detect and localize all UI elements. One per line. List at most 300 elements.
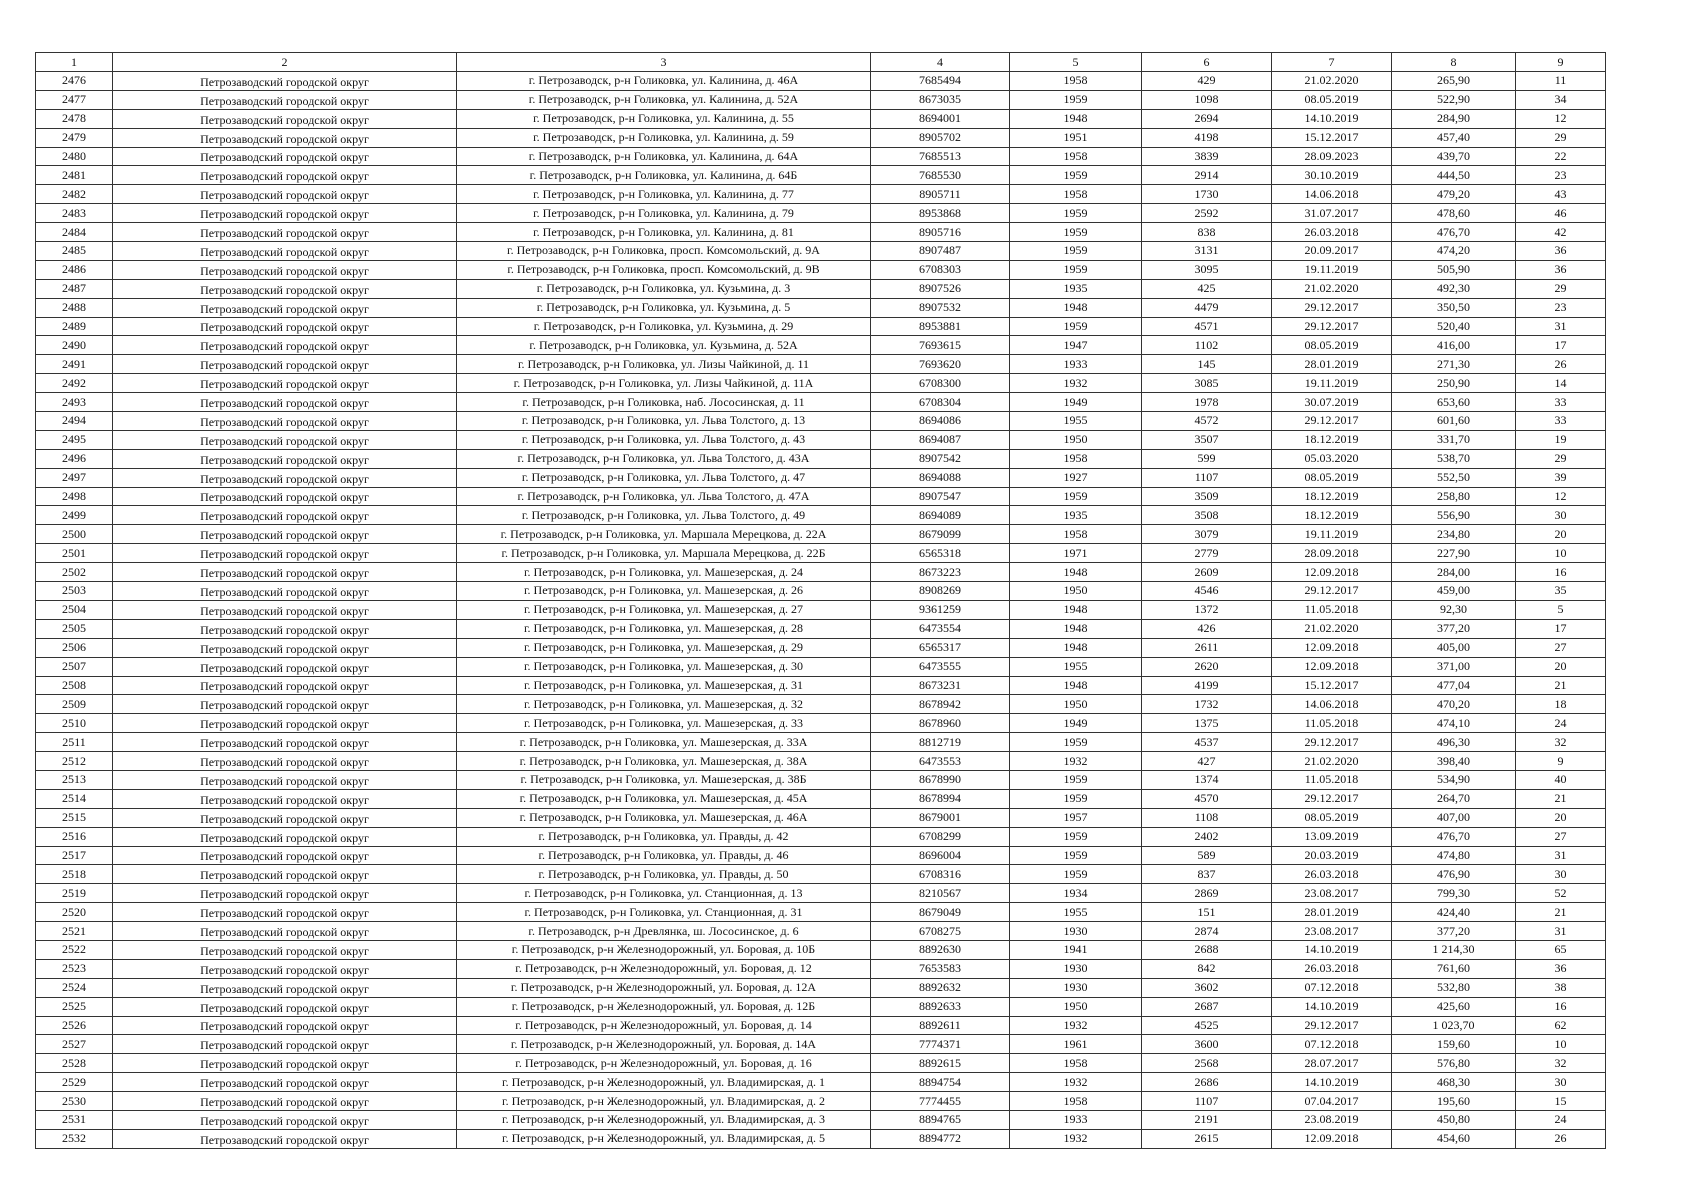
cell-year-built: 1933 — [1010, 355, 1142, 374]
cell-building-code: 8679099 — [871, 525, 1010, 544]
cell-count: 27 — [1516, 827, 1606, 846]
cell-area: 474,20 — [1392, 242, 1516, 261]
cell-year-built: 1958 — [1010, 1092, 1142, 1111]
cell-address: г. Петрозаводск, р-н Голиковка, ул. Маршала Мерецкова, д. 22А — [457, 525, 871, 544]
cell-address: г. Петрозаводск, р-н Голиковка, просп. Комсомольский, д. 9В — [457, 260, 871, 279]
cell-year-built: 1947 — [1010, 336, 1142, 355]
table-row — [36, 412, 1606, 431]
cell-municipality: Петрозаводский городской округ — [113, 109, 457, 128]
cell-building-code: 8953881 — [871, 317, 1010, 336]
cell-year-built: 1932 — [1010, 1073, 1142, 1092]
cell-municipality: Петрозаводский городской округ — [113, 204, 457, 223]
cell-record-number: 4537 — [1142, 733, 1272, 752]
cell-record-number: 3602 — [1142, 978, 1272, 997]
cell-date: 29.12.2017 — [1272, 733, 1392, 752]
cell-record-number: 2914 — [1142, 166, 1272, 185]
cell-year-built: 1941 — [1010, 940, 1142, 959]
cell-address: г. Петрозаводск, р-н Голиковка, ул. Правды, д. 46 — [457, 846, 871, 865]
cell-date: 18.12.2019 — [1272, 430, 1392, 449]
cell-area: 371,00 — [1392, 657, 1516, 676]
cell-area: 258,80 — [1392, 487, 1516, 506]
cell-record-number: 2874 — [1142, 922, 1272, 941]
cell-building-code: 8679049 — [871, 903, 1010, 922]
cell-building-code: 7693620 — [871, 355, 1010, 374]
cell-date: 29.12.2017 — [1272, 582, 1392, 601]
cell-building-code: 6708275 — [871, 922, 1010, 941]
cell-record-number: 4525 — [1142, 1016, 1272, 1035]
cell-address: г. Петрозаводск, р-н Голиковка, ул. Машезерская, д. 32 — [457, 695, 871, 714]
cell-year-built: 1961 — [1010, 1035, 1142, 1054]
cell-building-code: 8907526 — [871, 279, 1010, 298]
cell-row-number: 2511 — [36, 733, 113, 752]
cell-building-code: 8696004 — [871, 846, 1010, 865]
header-row — [36, 53, 1606, 72]
cell-building-code: 8892632 — [871, 978, 1010, 997]
column-header-8: 8 — [1392, 53, 1516, 72]
cell-date: 28.01.2019 — [1272, 903, 1392, 922]
cell-year-built: 1949 — [1010, 714, 1142, 733]
cell-address: г. Петрозаводск, р-н Голиковка, ул. Правды, д. 50 — [457, 865, 871, 884]
cell-year-built: 1958 — [1010, 185, 1142, 204]
cell-address: г. Петрозаводск, р-н Голиковка, ул. Кузьмина, д. 52А — [457, 336, 871, 355]
cell-municipality: Петрозаводский городской округ — [113, 468, 457, 487]
cell-row-number: 2480 — [36, 147, 113, 166]
cell-building-code: 6565317 — [871, 638, 1010, 657]
cell-municipality: Петрозаводский городской округ — [113, 789, 457, 808]
registry-table — [35, 52, 1606, 1149]
cell-municipality: Петрозаводский городской округ — [113, 185, 457, 204]
cell-year-built: 1951 — [1010, 128, 1142, 147]
cell-date: 30.10.2019 — [1272, 166, 1392, 185]
cell-area: 284,90 — [1392, 109, 1516, 128]
cell-count: 38 — [1516, 978, 1606, 997]
cell-address: г. Петрозаводск, р-н Голиковка, ул. Машезерская, д. 27 — [457, 600, 871, 619]
cell-municipality: Петрозаводский городской округ — [113, 128, 457, 147]
cell-year-built: 1933 — [1010, 1110, 1142, 1129]
cell-area: 474,10 — [1392, 714, 1516, 733]
cell-row-number: 2524 — [36, 978, 113, 997]
cell-area: 532,80 — [1392, 978, 1516, 997]
table-row — [36, 487, 1606, 506]
cell-year-built: 1948 — [1010, 638, 1142, 657]
cell-row-number: 2483 — [36, 204, 113, 223]
cell-municipality: Петрозаводский городской округ — [113, 638, 457, 657]
cell-row-number: 2519 — [36, 884, 113, 903]
cell-area: 492,30 — [1392, 279, 1516, 298]
cell-row-number: 2521 — [36, 922, 113, 941]
cell-building-code: 8679001 — [871, 808, 1010, 827]
cell-year-built: 1955 — [1010, 903, 1142, 922]
cell-municipality: Петрозаводский городской округ — [113, 506, 457, 525]
cell-row-number: 2499 — [36, 506, 113, 525]
cell-area: 271,30 — [1392, 355, 1516, 374]
table-row — [36, 789, 1606, 808]
cell-count: 34 — [1516, 90, 1606, 109]
cell-record-number: 4479 — [1142, 298, 1272, 317]
cell-record-number: 425 — [1142, 279, 1272, 298]
cell-row-number: 2478 — [36, 109, 113, 128]
cell-count: 17 — [1516, 619, 1606, 638]
table-row — [36, 959, 1606, 978]
table-row — [36, 279, 1606, 298]
cell-count: 30 — [1516, 865, 1606, 884]
cell-year-built: 1948 — [1010, 676, 1142, 695]
cell-year-built: 1958 — [1010, 1054, 1142, 1073]
cell-row-number: 2509 — [36, 695, 113, 714]
cell-municipality: Петрозаводский городской округ — [113, 355, 457, 374]
cell-building-code: 6473554 — [871, 619, 1010, 638]
cell-area: 377,20 — [1392, 619, 1516, 638]
cell-row-number: 2518 — [36, 865, 113, 884]
cell-area: 538,70 — [1392, 449, 1516, 468]
cell-address: г. Петрозаводск, р-н Голиковка, ул. Машезерская, д. 26 — [457, 582, 871, 601]
cell-building-code: 8907532 — [871, 298, 1010, 317]
cell-building-code: 7685530 — [871, 166, 1010, 185]
cell-building-code: 8892611 — [871, 1016, 1010, 1035]
cell-record-number: 2869 — [1142, 884, 1272, 903]
cell-municipality: Петрозаводский городской округ — [113, 959, 457, 978]
cell-municipality: Петрозаводский городской округ — [113, 412, 457, 431]
table-row — [36, 544, 1606, 563]
cell-date: 15.12.2017 — [1272, 676, 1392, 695]
cell-record-number: 2779 — [1142, 544, 1272, 563]
cell-year-built: 1971 — [1010, 544, 1142, 563]
cell-row-number: 2520 — [36, 903, 113, 922]
cell-municipality: Петрозаводский городской округ — [113, 997, 457, 1016]
cell-building-code: 8812719 — [871, 733, 1010, 752]
cell-area: 92,30 — [1392, 600, 1516, 619]
cell-area: 505,90 — [1392, 260, 1516, 279]
cell-date: 14.06.2018 — [1272, 695, 1392, 714]
cell-building-code: 8694088 — [871, 468, 1010, 487]
cell-address: г. Петрозаводск, р-н Голиковка, ул. Машезерская, д. 38Б — [457, 770, 871, 789]
cell-building-code: 7693615 — [871, 336, 1010, 355]
cell-address: г. Петрозаводск, р-н Голиковка, ул. Правды, д. 42 — [457, 827, 871, 846]
cell-row-number: 2504 — [36, 600, 113, 619]
cell-area: 331,70 — [1392, 430, 1516, 449]
cell-record-number: 426 — [1142, 619, 1272, 638]
cell-row-number: 2508 — [36, 676, 113, 695]
cell-building-code: 8894765 — [871, 1110, 1010, 1129]
cell-row-number: 2485 — [36, 242, 113, 261]
table-row — [36, 922, 1606, 941]
table-row — [36, 1054, 1606, 1073]
table-row — [36, 506, 1606, 525]
table-row — [36, 449, 1606, 468]
cell-count: 65 — [1516, 940, 1606, 959]
cell-record-number: 3131 — [1142, 242, 1272, 261]
cell-area: 522,90 — [1392, 90, 1516, 109]
cell-year-built: 1932 — [1010, 1129, 1142, 1148]
cell-address: г. Петрозаводск, р-н Голиковка, наб. Лососинская, д. 11 — [457, 393, 871, 412]
cell-building-code: 8678942 — [871, 695, 1010, 714]
cell-building-code: 7774455 — [871, 1092, 1010, 1111]
cell-area: 250,90 — [1392, 374, 1516, 393]
cell-municipality: Петрозаводский городской округ — [113, 940, 457, 959]
cell-record-number: 2611 — [1142, 638, 1272, 657]
cell-municipality: Петрозаводский городской округ — [113, 1016, 457, 1035]
cell-date: 07.12.2018 — [1272, 978, 1392, 997]
cell-record-number: 2592 — [1142, 204, 1272, 223]
cell-record-number: 2615 — [1142, 1129, 1272, 1148]
cell-year-built: 1959 — [1010, 827, 1142, 846]
cell-address: г. Петрозаводск, р-н Голиковка, ул. Машезерская, д. 33А — [457, 733, 871, 752]
cell-date: 08.05.2019 — [1272, 90, 1392, 109]
cell-row-number: 2515 — [36, 808, 113, 827]
cell-address: г. Петрозаводск, р-н Голиковка, ул. Станционная, д. 31 — [457, 903, 871, 922]
cell-area: 479,20 — [1392, 185, 1516, 204]
cell-date: 14.10.2019 — [1272, 997, 1392, 1016]
cell-municipality: Петрозаводский городской округ — [113, 393, 457, 412]
cell-count: 9 — [1516, 752, 1606, 771]
column-header-5: 5 — [1010, 53, 1142, 72]
cell-building-code: 8210567 — [871, 884, 1010, 903]
cell-building-code: 7774371 — [871, 1035, 1010, 1054]
cell-year-built: 1959 — [1010, 770, 1142, 789]
cell-record-number: 145 — [1142, 355, 1272, 374]
cell-year-built: 1959 — [1010, 865, 1142, 884]
cell-row-number: 2496 — [36, 449, 113, 468]
cell-year-built: 1959 — [1010, 317, 1142, 336]
cell-building-code: 8907542 — [871, 449, 1010, 468]
cell-municipality: Петрозаводский городской округ — [113, 752, 457, 771]
cell-date: 13.09.2019 — [1272, 827, 1392, 846]
cell-row-number: 2502 — [36, 563, 113, 582]
cell-area: 1 023,70 — [1392, 1016, 1516, 1035]
cell-address: г. Петрозаводск, р-н Голиковка, ул. Калинина, д. 64Б — [457, 166, 871, 185]
cell-year-built: 1935 — [1010, 279, 1142, 298]
cell-row-number: 2530 — [36, 1092, 113, 1111]
cell-address: г. Петрозаводск, р-н Железнодорожный, ул. Владимирская, д. 2 — [457, 1092, 871, 1111]
cell-date: 21.02.2020 — [1272, 72, 1392, 91]
cell-building-code: 8678960 — [871, 714, 1010, 733]
cell-address: г. Петрозаводск, р-н Железнодорожный, ул. Боровая, д. 14 — [457, 1016, 871, 1035]
cell-count: 39 — [1516, 468, 1606, 487]
cell-municipality: Петрозаводский городской округ — [113, 279, 457, 298]
cell-year-built: 1959 — [1010, 789, 1142, 808]
table-row — [36, 109, 1606, 128]
cell-address: г. Петрозаводск, р-н Голиковка, ул. Кузьмина, д. 3 — [457, 279, 871, 298]
cell-address: г. Петрозаводск, р-н Железнодорожный, ул. Боровая, д. 12Б — [457, 997, 871, 1016]
cell-row-number: 2482 — [36, 185, 113, 204]
cell-row-number: 2506 — [36, 638, 113, 657]
table-row — [36, 336, 1606, 355]
cell-year-built: 1959 — [1010, 90, 1142, 109]
cell-date: 08.05.2019 — [1272, 468, 1392, 487]
table-row — [36, 1073, 1606, 1092]
cell-area: 350,50 — [1392, 298, 1516, 317]
cell-count: 21 — [1516, 789, 1606, 808]
cell-record-number: 4571 — [1142, 317, 1272, 336]
table-row — [36, 884, 1606, 903]
cell-municipality: Петрозаводский городской округ — [113, 1035, 457, 1054]
cell-count: 33 — [1516, 412, 1606, 431]
cell-area: 496,30 — [1392, 733, 1516, 752]
cell-record-number: 3509 — [1142, 487, 1272, 506]
table-row — [36, 525, 1606, 544]
cell-date: 05.03.2020 — [1272, 449, 1392, 468]
column-header-7: 7 — [1272, 53, 1392, 72]
cell-count: 20 — [1516, 808, 1606, 827]
cell-record-number: 2191 — [1142, 1110, 1272, 1129]
table-row — [36, 1092, 1606, 1111]
cell-row-number: 2503 — [36, 582, 113, 601]
cell-area: 424,40 — [1392, 903, 1516, 922]
cell-date: 26.03.2018 — [1272, 223, 1392, 242]
cell-municipality: Петрозаводский городской округ — [113, 1073, 457, 1092]
cell-area: 454,60 — [1392, 1129, 1516, 1148]
cell-year-built: 1930 — [1010, 959, 1142, 978]
column-header-3: 3 — [457, 53, 871, 72]
cell-municipality: Петрозаводский городской округ — [113, 336, 457, 355]
cell-date: 11.05.2018 — [1272, 770, 1392, 789]
cell-municipality: Петрозаводский городской округ — [113, 298, 457, 317]
cell-municipality: Петрозаводский городской округ — [113, 676, 457, 695]
table-row — [36, 695, 1606, 714]
table-row — [36, 827, 1606, 846]
cell-record-number: 1107 — [1142, 468, 1272, 487]
cell-row-number: 2516 — [36, 827, 113, 846]
cell-count: 43 — [1516, 185, 1606, 204]
table-row — [36, 185, 1606, 204]
cell-area: 1 214,30 — [1392, 940, 1516, 959]
cell-count: 19 — [1516, 430, 1606, 449]
cell-date: 11.05.2018 — [1272, 714, 1392, 733]
cell-record-number: 4198 — [1142, 128, 1272, 147]
cell-area: 470,20 — [1392, 695, 1516, 714]
cell-municipality: Петрозаводский городской округ — [113, 223, 457, 242]
cell-municipality: Петрозаводский городской округ — [113, 978, 457, 997]
cell-count: 12 — [1516, 487, 1606, 506]
cell-address: г. Петрозаводск, р-н Голиковка, ул. Машезерская, д. 33 — [457, 714, 871, 733]
cell-area: 799,30 — [1392, 884, 1516, 903]
cell-count: 26 — [1516, 1129, 1606, 1148]
cell-address: г. Петрозаводск, р-н Древлянка, ш. Лососинское, д. 6 — [457, 922, 871, 941]
cell-date: 29.12.2017 — [1272, 298, 1392, 317]
table-row — [36, 638, 1606, 657]
cell-date: 23.08.2017 — [1272, 922, 1392, 941]
cell-building-code: 9361259 — [871, 600, 1010, 619]
cell-municipality: Петрозаводский городской округ — [113, 1092, 457, 1111]
cell-municipality: Петрозаводский городской округ — [113, 600, 457, 619]
table-row — [36, 128, 1606, 147]
cell-year-built: 1935 — [1010, 506, 1142, 525]
cell-building-code: 7685494 — [871, 72, 1010, 91]
cell-area: 556,90 — [1392, 506, 1516, 525]
cell-area: 405,00 — [1392, 638, 1516, 657]
cell-date: 08.05.2019 — [1272, 336, 1392, 355]
cell-address: г. Петрозаводск, р-н Голиковка, ул. Машезерская, д. 46А — [457, 808, 871, 827]
cell-address: г. Петрозаводск, р-н Голиковка, ул. Калинина, д. 79 — [457, 204, 871, 223]
table-row — [36, 430, 1606, 449]
cell-building-code: 8894754 — [871, 1073, 1010, 1092]
cell-record-number: 3600 — [1142, 1035, 1272, 1054]
cell-date: 18.12.2019 — [1272, 487, 1392, 506]
cell-row-number: 2492 — [36, 374, 113, 393]
cell-address: г. Петрозаводск, р-н Голиковка, ул. Машезерская, д. 24 — [457, 563, 871, 582]
table-row — [36, 317, 1606, 336]
column-header-4: 4 — [871, 53, 1010, 72]
cell-area: 195,60 — [1392, 1092, 1516, 1111]
table-row — [36, 374, 1606, 393]
cell-building-code: 8905702 — [871, 128, 1010, 147]
cell-row-number: 2495 — [36, 430, 113, 449]
cell-date: 14.10.2019 — [1272, 109, 1392, 128]
cell-row-number: 2489 — [36, 317, 113, 336]
cell-area: 576,80 — [1392, 1054, 1516, 1073]
cell-record-number: 4570 — [1142, 789, 1272, 808]
cell-date: 19.11.2019 — [1272, 374, 1392, 393]
cell-row-number: 2498 — [36, 487, 113, 506]
cell-municipality: Петрозаводский городской округ — [113, 147, 457, 166]
cell-row-number: 2531 — [36, 1110, 113, 1129]
cell-address: г. Петрозаводск, р-н Голиковка, ул. Машезерская, д. 30 — [457, 657, 871, 676]
cell-area: 377,20 — [1392, 922, 1516, 941]
cell-record-number: 589 — [1142, 846, 1272, 865]
cell-address: г. Петрозаводск, р-н Голиковка, ул. Льва Толстого, д. 47А — [457, 487, 871, 506]
cell-address: г. Петрозаводск, р-н Голиковка, просп. Комсомольский, д. 9А — [457, 242, 871, 261]
cell-date: 12.09.2018 — [1272, 1129, 1392, 1148]
cell-address: г. Петрозаводск, р-н Голиковка, ул. Машезерская, д. 31 — [457, 676, 871, 695]
cell-address: г. Петрозаводск, р-н Голиковка, ул. Калинина, д. 59 — [457, 128, 871, 147]
cell-area: 444,50 — [1392, 166, 1516, 185]
column-header-9: 9 — [1516, 53, 1606, 72]
cell-building-code: 8892630 — [871, 940, 1010, 959]
cell-address: г. Петрозаводск, р-н Голиковка, ул. Маршала Мерецкова, д. 22Б — [457, 544, 871, 563]
cell-row-number: 2479 — [36, 128, 113, 147]
table-row — [36, 808, 1606, 827]
cell-row-number: 2526 — [36, 1016, 113, 1035]
cell-address: г. Петрозаводск, р-н Железнодорожный, ул. Владимирская, д. 1 — [457, 1073, 871, 1092]
cell-area: 265,90 — [1392, 72, 1516, 91]
cell-count: 22 — [1516, 147, 1606, 166]
cell-address: г. Петрозаводск, р-н Голиковка, ул. Льва Толстого, д. 13 — [457, 412, 871, 431]
cell-date: 21.02.2020 — [1272, 752, 1392, 771]
cell-municipality: Петрозаводский городской округ — [113, 90, 457, 109]
cell-record-number: 1732 — [1142, 695, 1272, 714]
cell-area: 478,60 — [1392, 204, 1516, 223]
cell-year-built: 1957 — [1010, 808, 1142, 827]
cell-count: 32 — [1516, 733, 1606, 752]
cell-year-built: 1958 — [1010, 147, 1142, 166]
cell-area: 468,30 — [1392, 1073, 1516, 1092]
cell-date: 19.11.2019 — [1272, 260, 1392, 279]
table-row — [36, 752, 1606, 771]
cell-record-number: 429 — [1142, 72, 1272, 91]
cell-record-number: 599 — [1142, 449, 1272, 468]
table-row — [36, 714, 1606, 733]
cell-record-number: 837 — [1142, 865, 1272, 884]
cell-address: г. Петрозаводск, р-н Голиковка, ул. Льва Толстого, д. 49 — [457, 506, 871, 525]
cell-address: г. Петрозаводск, р-н Голиковка, ул. Льва Толстого, д. 47 — [457, 468, 871, 487]
cell-count: 29 — [1516, 449, 1606, 468]
cell-building-code: 8694086 — [871, 412, 1010, 431]
cell-address: г. Петрозаводск, р-н Голиковка, ул. Калинина, д. 55 — [457, 109, 871, 128]
cell-date: 28.09.2023 — [1272, 147, 1392, 166]
table-row — [36, 468, 1606, 487]
cell-row-number: 2527 — [36, 1035, 113, 1054]
cell-year-built: 1955 — [1010, 657, 1142, 676]
cell-year-built: 1959 — [1010, 260, 1142, 279]
cell-date: 12.09.2018 — [1272, 638, 1392, 657]
cell-row-number: 2500 — [36, 525, 113, 544]
cell-area: 761,60 — [1392, 959, 1516, 978]
cell-municipality: Петрозаводский городской округ — [113, 166, 457, 185]
cell-building-code: 8907547 — [871, 487, 1010, 506]
cell-record-number: 1375 — [1142, 714, 1272, 733]
cell-area: 552,50 — [1392, 468, 1516, 487]
cell-record-number: 1978 — [1142, 393, 1272, 412]
